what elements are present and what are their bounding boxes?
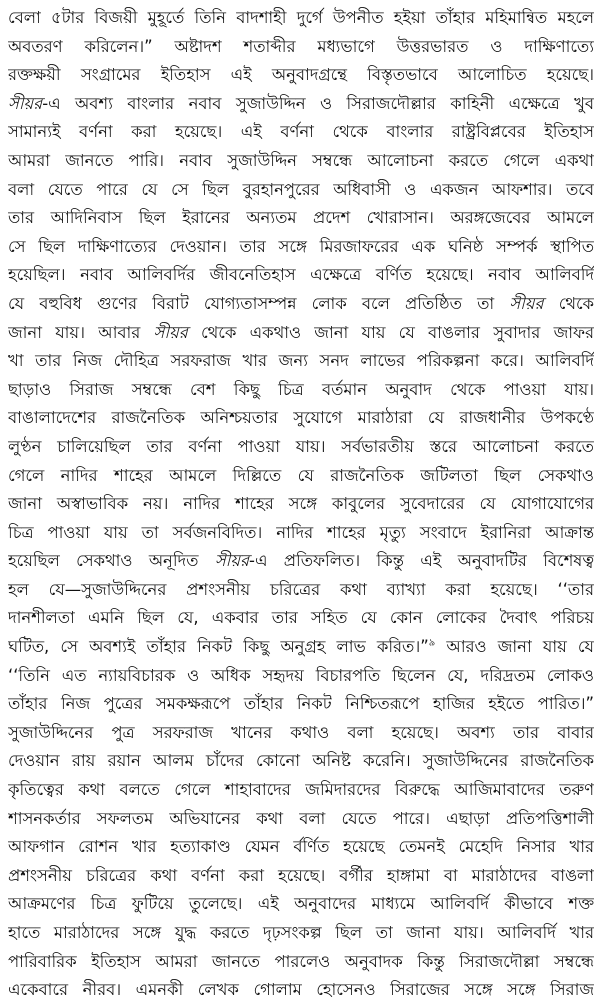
italic-title: সীয়র (153, 322, 188, 342)
text-line (8, 433, 594, 462)
text-segment: রক্তক্ষয়ী সংগ্রামের ইতিহাস এই অনুবাদগ্রন্থে বিস্তৃতভাবে আলোচিত হয়েছে। (8, 65, 594, 85)
footnote-marker: ৯ (428, 637, 436, 649)
body-text (8, 4, 594, 1005)
text-segment: খা তার নিজ দৌহিত্র সরফরাজ খার জন্য সনদ লাভের পরিকল্পনা করে। আলিবর্দি (8, 351, 594, 371)
text-segment: সে ছিল দাক্ষিণাত্যের দেওয়ান। তার সঙ্গে মিরজাফরের এক ঘনিষ্ঠ সম্পর্ক স্থাপিত (8, 236, 594, 256)
text-line (8, 805, 594, 834)
text-segment: বেলা ৫টার বিজয়ী মুহূর্তে তিনি বাদশাহী দুর্গে উপনীত হইয়া তাঁহার মহিমান্বিত মহলে (8, 8, 594, 27)
text-segment: শাসনকর্তার সফলতম অভিযানের কথা বলা যেতে পারে। এছাড়া প্রতিপত্তিশালী (8, 808, 594, 828)
text-line (8, 776, 594, 805)
text-line (8, 118, 594, 147)
text-segment: হয়েছিল সেকথাও অনূদিত (8, 551, 215, 571)
text-segment: দানশীলতা এমনি ছিল যে, একবার তার সহিত যে কোন লোকের দৈবাৎ পরিচয় (8, 608, 594, 628)
text-line (8, 747, 594, 776)
text-segment: হাতে মারাঠাদের সঙ্গে যুদ্ধ করতে দৃঢ়সংকল্প ছিল তা জানা যায়। আলিবর্দি খার (8, 923, 594, 942)
text-segment: অবতরণ করিলেন।” অষ্টাদশ শতাব্দীর মধ্যভাগে উত্তরভারত ও দাক্ষিণাত্যে (8, 36, 594, 56)
text-segment: সামান্যই বর্ণনা করা হয়েছে। এই বর্ণনা থেকে বাংলার রাষ্ট্রবিপ্লবের ইতিহাস (8, 122, 594, 142)
text-segment: চিত্র পাওয়া যায় তা সর্বজনবিদিত। নাদির শাহের মৃত্যু সংবাদে ইরানিরা আক্রান্ত (8, 522, 594, 542)
text-line (8, 176, 594, 205)
text-segment: প্রশংসনীয় চরিত্রের কথা বর্ণনা করা হয়েছে। বর্গীর হাঙ্গামা বা মারাঠাদের বাঙলা (8, 865, 594, 885)
text-line (8, 519, 594, 548)
text-segment: বাঙালাদেশের রাজনৈতিক অনিশ্চয়তার সুযোগে মারাঠারা যে রাজধানীর উপকণ্ঠে (8, 408, 594, 428)
text-line (8, 261, 594, 290)
text-line (8, 4, 594, 33)
text-line (8, 204, 594, 233)
text-segment: দেওয়ান রায় রয়ান আলম চাঁদের কোনো অনিষ্ট করেনি। সুজাউদ্দিনের রাজনৈতিক (8, 751, 594, 771)
text-segment: ঘটিত, সে অবশ্যই তাঁহার নিকট কিছু অনুগ্রহ লাভ করিত।” (8, 637, 429, 657)
text-line (8, 948, 594, 977)
text-segment: তার আদিনিবাস ছিল ইরানের অন্যতম প্রদেশ খোরাসান। অরঙ্গজেবের আমলে (8, 208, 594, 228)
text-segment: তাঁহার নিজ পুত্রের সমকক্ষরূপে তাঁহার নিকট নিশ্চিতরূপে হাজির হইতে পারিত।” (8, 694, 594, 714)
text-segment: আফগান রোশন খার হত্যাকাণ্ড যেমন র্বর্ণিত হয়েছে তেমনই মেহেদি নিসার খার (8, 837, 594, 857)
text-segment: যে বহুবিধ গুণের বিরাট যোগ্যতাসম্পন্ন লোক বলে প্রতিষ্ঠিত তা (8, 293, 510, 313)
text-line (8, 604, 594, 633)
text-line (8, 547, 594, 576)
text-segment: আক্রমণের চিত্র ফুটিয়ে তুলেছে। এই অনুবাদের মাধ্যমে আলিবর্দি কীভাবে শক্ত (8, 894, 594, 914)
text-line (8, 61, 594, 90)
italic-title: সীয়র (214, 551, 250, 571)
text-segment: -এ প্রতিফলিত। কিন্তু এই অনুবাদটির বিশেষত্ব (249, 551, 594, 571)
text-line (8, 90, 594, 119)
text-segment: একেবারে নীরব। এমনকী লেখক গোলাম হোসেনও সিরাজের সঙ্গে সঙ্গে সিরাজ (8, 980, 594, 1000)
text-segment: আমরা জানতে পারি। নবাব সুজাউদ্দিন সম্বন্ধে আলোচনা করতে গেলে একথা (8, 150, 594, 170)
text-line (8, 347, 594, 376)
text-line (8, 462, 594, 491)
text-line (8, 319, 594, 348)
text-line (8, 919, 594, 948)
text-line (8, 576, 594, 605)
text-line (8, 690, 594, 719)
text-line (8, 233, 594, 262)
text-segment: -এ অবশ্য বাংলার নবাব সুজাউদ্দিন ও সিরাজদৌল্লার কাহিনী এক্ষেত্রে খুব (42, 93, 594, 113)
text-segment: থেকে একথাও জানা যায় যে বাঙলার সুবাদার জাফর (187, 322, 594, 342)
text-line (8, 862, 594, 891)
text-line (8, 662, 594, 691)
italic-title: সীয়র (8, 93, 43, 113)
text-segment: আরও জানা যায় যে (435, 637, 594, 657)
text-line (8, 633, 594, 662)
text-segment: কৃতিত্বের কথা বলতে গেলে শাহাবাদের জমিদারদের বিরুদ্ধে আজিমাবাদের তরুণ (8, 780, 594, 800)
text-line (8, 976, 594, 1005)
text-line (8, 33, 594, 62)
text-segment: সুজাউদ্দিনের পুত্র সরফরাজ খানের কথাও বলা হয়েছে। অবশ্য তার বাবার (8, 722, 594, 742)
text-segment: গেলে নাদির শাহের আমলে দিল্লিতে যে রাজনৈতিক জটিলতা ছিল সেকথাও (8, 465, 594, 485)
text-line (8, 719, 594, 748)
text-line (8, 147, 594, 176)
text-segment: থেকে (543, 293, 594, 313)
text-segment: জানা অস্বাভাবিক নয়। নাদির শাহের সঙ্গে কাবুলের সুবেদারের যে যোগাযোগের (8, 494, 594, 514)
text-segment: বলা যেতে পারে যে সে ছিল বুরহানপুরের অধিবাসী ও একজন আফশার। তবে (8, 179, 594, 199)
text-segment: পারিবারিক ইতিহাস আমরা জানতে পারলেও অনুবাদক কিন্তু সিরাজদৌল্লা সম্বন্ধে (8, 951, 594, 971)
text-line (8, 890, 594, 919)
text-segment: ‘‘তিনি এত ন্যায়বিচারক ও অধিক সহৃদয় বিচারপতি ছিলেন যে, দরিদ্রতম লোকও (8, 665, 594, 685)
text-segment: লুণ্ঠন চালিয়েছিল তার বর্ণনা পাওয়া যায়। সর্বভারতীয় স্তরে আলোচনা করতে (8, 436, 594, 456)
text-line (8, 290, 594, 319)
text-line (8, 490, 594, 519)
text-segment: হয়েছিল। নবাব আলিবর্দির জীবনেতিহাস এক্ষেত্রে বর্ণিত হয়েছে। নবাব আলিবর্দি (8, 265, 594, 285)
text-segment: হল যে—সুজাউদ্দিনের প্রশংসনীয় চরিত্রের কথা ব্যাখ্যা করা হয়েছে। ‘‘তার (8, 579, 594, 599)
italic-title: সীয়র (509, 293, 544, 313)
text-line (8, 376, 594, 405)
text-segment: জানা যায়। আবার (8, 322, 154, 342)
text-line (8, 404, 594, 433)
text-line (8, 833, 594, 862)
text-segment: ছাড়াও সিরাজ সম্বন্ধে বেশ কিছু চিত্র বর্তমান অনুবাদ থেকে পাওয়া যায়। (8, 379, 594, 399)
